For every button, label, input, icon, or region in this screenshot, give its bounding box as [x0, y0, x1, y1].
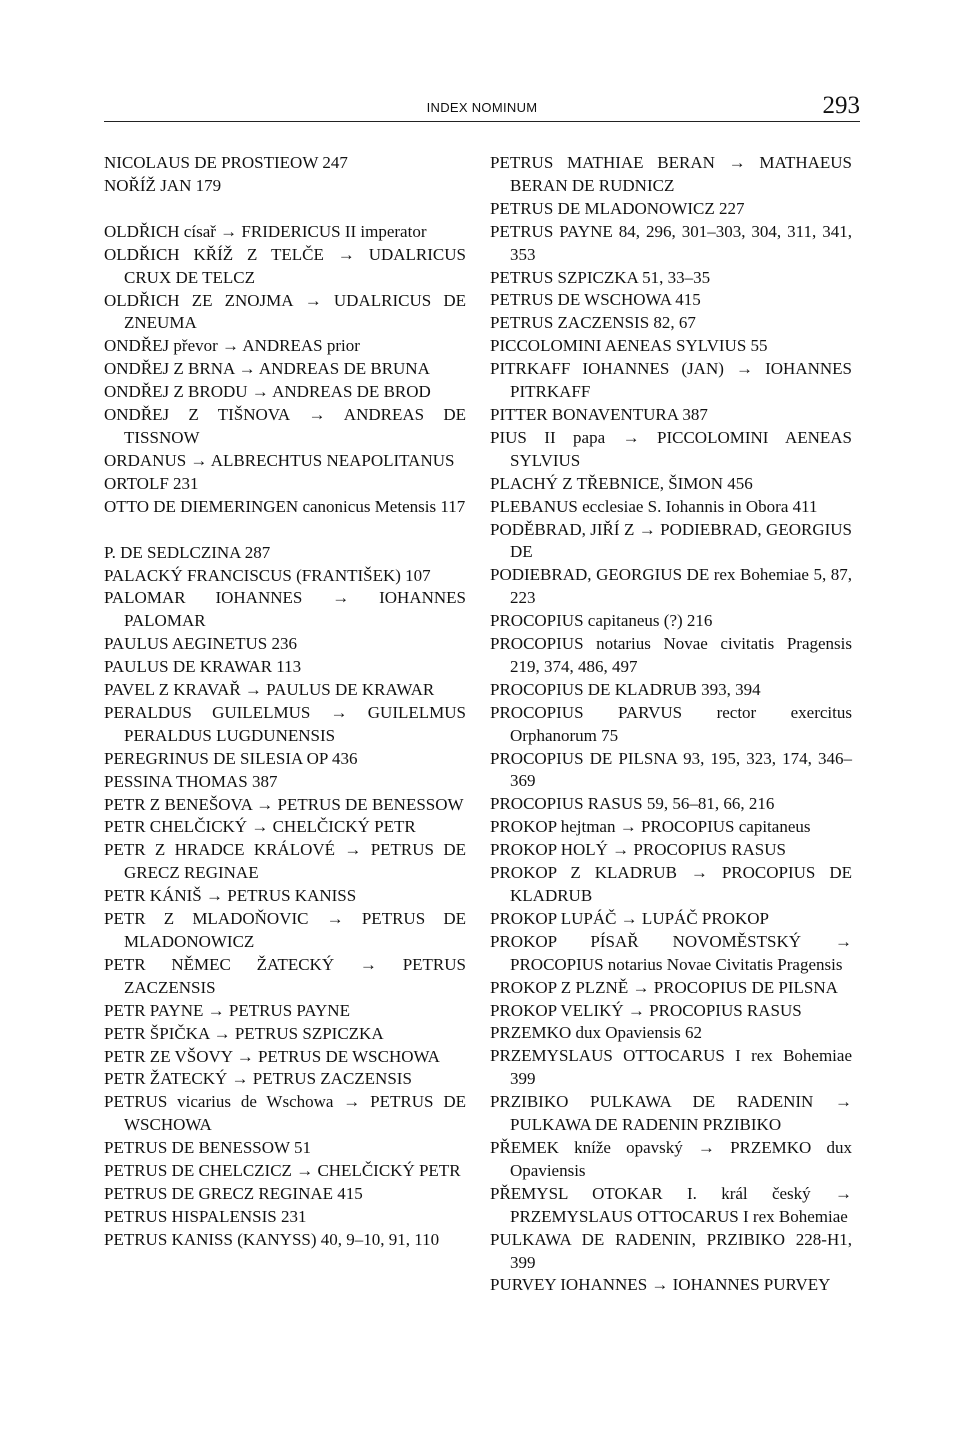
index-entry: PROCOPIUS DE KLADRUB 393, 394: [490, 679, 761, 699]
index-entry: PITRKAFF IOHANNES (JAN) → IOHANNES PITRKAFF: [490, 359, 852, 402]
index-entry: PETR PAYNE → PETRUS PAYNE: [104, 1000, 350, 1020]
index-entry: PETRUS MATHIAE BERAN → MATHAEUS BERAN DE RUDNICZ: [490, 153, 852, 195]
index-entry: PETR ZE VŠOVY → PETRUS DE WSCHOWA: [104, 1046, 440, 1066]
index-entry: PROCOPIUS capitaneus (?) 216: [490, 611, 713, 631]
index-entry: PETR Z BENEŠOVA → PETRUS DE BENESSOW: [104, 794, 464, 814]
index-entry: PESSINA THOMAS 387: [104, 771, 278, 791]
index-entry: PALOMAR IOHANNES → IOHANNES PALOMAR: [104, 588, 466, 631]
index-entry: P. DE SEDLCZINA 287: [104, 542, 271, 562]
index-entry: PROKOP LUPÁČ → LUPÁČ PROKOP: [490, 908, 769, 928]
index-entry: NOŘÍŽ JAN 179: [104, 175, 222, 195]
index-entry: ONDŘEJ Z TIŠNOVA → ANDREAS DE TISSNOW: [104, 405, 466, 447]
index-entry: PROCOPIUS notarius Novae civitatis Pragensis 219, 374, 486, 497: [490, 634, 852, 676]
index-entry: PITTER BONAVENTURA 387: [490, 404, 708, 424]
index-entry: PRZEMKO dux Opaviensis 62: [490, 1023, 703, 1043]
index-entry: PODIEBRAD, GEORGIUS DE rex Bohemiae 5, 87, 223: [490, 565, 852, 608]
index-entry: PETRUS SZPICZKA 51, 33–35: [490, 267, 711, 287]
index-entry: PETRUS DE BENESSOW 51: [104, 1138, 312, 1158]
index-entry: PETRUS KANISS (KANYSS) 40, 9–10, 91, 110: [104, 1229, 440, 1249]
index-entry: PETR ŠPIČKA → PETRUS SZPICZKA: [104, 1023, 384, 1043]
index-entry: PROKOP Z PLZNĚ → PROCOPIUS DE PILSNA: [490, 977, 838, 997]
index-entry: PŘEMYSL OTOKAR I. král český → PRZEMYSLAUS OTTOCARUS I rex Bohemiae: [490, 1183, 852, 1226]
page-header: [104, 92, 860, 122]
index-entry: PROKOP Z KLADRUB → PROCOPIUS DE KLADRUB: [490, 863, 852, 905]
index-entry: PETRUS HISPALENSIS 231: [104, 1206, 307, 1226]
index-entry: PROCOPIUS DE PILSNA 93, 195, 323, 174, 346–369: [490, 748, 852, 791]
index-entry: PRZEMYSLAUS OTTOCARUS I rex Bohemiae 399: [490, 1046, 852, 1089]
index-entry: PROKOP VELIKÝ → PROCOPIUS RASUS: [490, 1000, 802, 1020]
index-entry: OLDŘICH KŘÍŽ Z TELČE → UDALRICUS CRUX DE TELCZ: [104, 244, 466, 287]
index-entry: PETR KÁNIŠ → PETRUS KANISS: [104, 886, 357, 906]
index-entry: OLDŘICH císař → FRIDERICUS II imperator: [104, 221, 427, 241]
index-entry: PETRUS DE MLADONOWICZ 227: [490, 198, 745, 218]
index-entry: PETR Z MLADOŇOVIC → PETRUS DE MLADONOWICZ: [104, 909, 466, 951]
index-entry: PLACHÝ Z TŘEBNICE, ŠIMON 456: [490, 473, 753, 493]
index-entry: ONDŘEJ převor → ANDREAS prior: [104, 336, 360, 356]
page-number: 293: [822, 92, 860, 119]
index-entry: PAVEL Z KRAVAŘ → PAULUS DE KRAWAR: [104, 680, 435, 700]
index-entry: PALACKÝ FRANCISCUS (FRANTIŠEK) 107: [104, 565, 431, 585]
index-entry: PERALDUS GUILELMUS → GUILELMUS PERALDUS LUGDUNENSIS: [104, 702, 466, 745]
index-entry: PETR Z HRADCE KRÁLOVÉ → PETRUS DE GRECZ REGINAE: [104, 840, 466, 883]
index-entry: PETRUS vicarius de Wschowa → PETRUS DE WSCHOWA: [104, 1092, 466, 1135]
index-entry: PETRUS DE CHELCZICZ → CHELČICKÝ PETR: [104, 1161, 461, 1181]
index-entry: PAULUS DE KRAWAR 113: [104, 657, 302, 677]
index-entry: PLEBANUS ecclesiae S. Iohannis in Obora 411: [490, 496, 818, 516]
index-entry: PODĚBRAD, JIŘÍ Z → PODIEBRAD, GEORGIUS DE: [490, 519, 852, 562]
header-rule: [104, 121, 860, 122]
index-entry: PAULUS AEGINETUS 236: [104, 634, 298, 654]
index-entry: PROKOP HOLÝ → PROCOPIUS RASUS: [490, 840, 786, 860]
index-entry: PRZIBIKO PULKAWA DE RADENIN → PULKAWA DE RADENIN PRZIBIKO: [490, 1092, 852, 1135]
index-entry: PETRUS DE WSCHOWA 415: [490, 290, 701, 310]
index-entry: PETRUS PAYNE 84, 296, 301–303, 304, 311, 341, 353: [490, 221, 852, 264]
index-entry: PROKOP PÍSAŘ NOVOMĚSTSKÝ → PROCOPIUS notarius Novae Civitatis Pragensis: [490, 931, 852, 974]
running-title: INDEX NOMINUM: [426, 100, 538, 115]
index-entry: PETR NĚMEC ŽATECKÝ → PETRUS ZACZENSIS: [104, 954, 466, 997]
index-entry: ONDŘEJ Z BRODU → ANDREAS DE BROD: [104, 382, 431, 402]
index-entry: ORTOLF 231: [104, 473, 199, 493]
index-entry: NICOLAUS DE PROSTIEOW 247: [104, 153, 348, 172]
index-entry: PROCOPIUS RASUS 59, 56–81, 66, 216: [490, 794, 775, 814]
index-entry: PETRUS DE GRECZ REGINAE 415: [104, 1183, 363, 1203]
index-entry: PETR ŽATECKÝ → PETRUS ZACZENSIS: [104, 1069, 412, 1089]
index-entry: PETR CHELČICKÝ → CHELČICKÝ PETR: [104, 817, 416, 837]
index-entry: ORDANUS → ALBRECHTUS NEAPOLITANUS: [104, 450, 455, 470]
index-entry: PETRUS ZACZENSIS 82, 67: [490, 313, 696, 333]
index-entry: OLDŘICH ZE ZNOJMA → UDALRICUS DE ZNEUMA: [104, 290, 466, 333]
index-entry: OTTO DE DIEMERINGEN canonicus Metensis 117: [104, 496, 466, 516]
index-entry: PŘEMEK kníže opavský → PRZEMKO dux Opaviensis: [490, 1137, 852, 1180]
index-entry: PEREGRINUS DE SILESIA OP 436: [104, 748, 358, 768]
index-entry: PIUS II papa → PICCOLOMINI AENEAS SYLVIUS: [490, 427, 852, 470]
index-column-left: [104, 152, 466, 1252]
index-column-right: [490, 152, 852, 1297]
index-entry: PULKAWA DE RADENIN, PRZIBIKO 228-H1, 399: [490, 1229, 852, 1272]
index-entry: PURVEY IOHANNES → IOHANNES PURVEY: [490, 1275, 831, 1295]
index-entry: ONDŘEJ Z BRNA → ANDREAS DE BRUNA: [104, 359, 430, 379]
index-entry: PROCOPIUS PARVUS rector exercitus Orphanorum 75: [490, 702, 852, 745]
index-entry: PICCOLOMINI AENEAS SYLVIUS 55: [490, 336, 768, 356]
index-entry: PROKOP hejtman → PROCOPIUS capitaneus: [490, 817, 811, 837]
